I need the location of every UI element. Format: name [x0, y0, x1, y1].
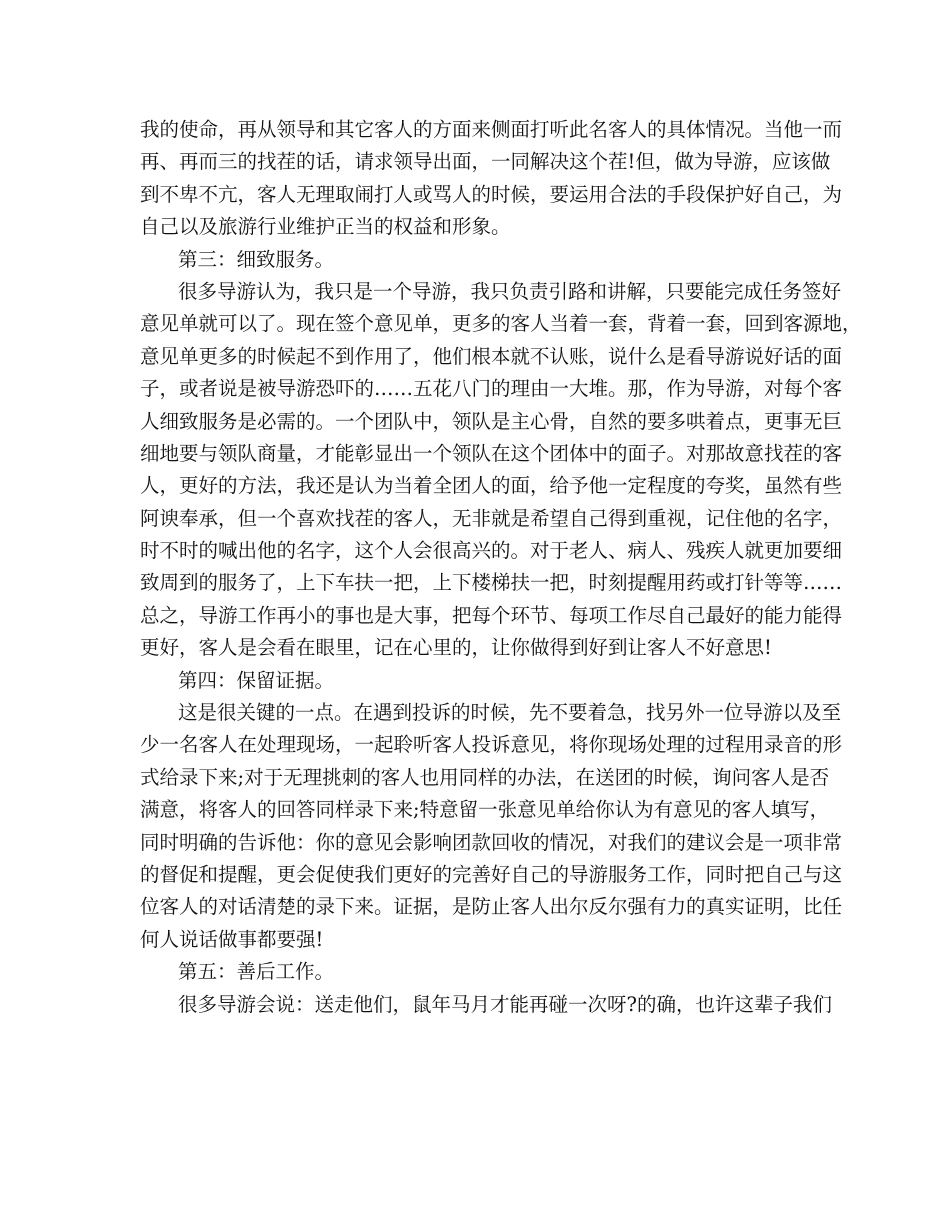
text-line: 时不时的喊出他的名字，这个人会很高兴的。对于老人、病人、残疾人就更加要细 — [140, 539, 843, 563]
document-body — [140, 114, 862, 1021]
text-line: 很多导游会说：送走他们，鼠年马月才能再碰一次呀?的确，也许这辈子我们 — [178, 992, 832, 1016]
text-line: 意见单更多的时候起不到作用了，他们根本就不认账，说什么是看导游说好话的面 — [140, 344, 843, 368]
text-line: 同时明确的告诉他：你的意见会影响团款回收的情况，对我们的建议会是一项非常 — [140, 830, 843, 854]
text-line: 人细致服务是必需的。一个团队中，领队是主心骨，自然的要多哄着点，更事无巨 — [140, 409, 843, 433]
text-line: 总之，导游工作再小的事也是大事，把每个环节、每项工作尽自己最好的能力能得 — [140, 603, 843, 627]
text-line: 意见单就可以了。现在签个意见单，更多的客人当着一套，背着一套，回到客源地， — [140, 312, 862, 336]
text-line: 阿谀奉承，但一个喜欢找茬的客人，无非就是希望自己得到重视，记住他的名字， — [140, 506, 843, 530]
text-line: 到不卑不亢，客人无理取闹打人或骂人的时候，要运用合法的手段保护好自己，为 — [140, 182, 843, 206]
text-line: 这是很关键的一点。在遇到投诉的时候，先不要着急，找另外一位导游以及至 — [178, 701, 842, 725]
text-line: 第四：保留证据。 — [178, 668, 335, 692]
text-line: 人，更好的方法，我还是认为当着全团人的面，给予他一定程度的夸奖，虽然有些 — [140, 474, 843, 498]
text-line: 满意，将客人的回答同样录下来;特意留一张意见单给你认为有意见的客人填写， — [140, 798, 830, 822]
text-line: 何人说话做事都要强! — [140, 927, 324, 951]
text-line: 我的使命，再从领导和其它客人的方面来侧面打听此名客人的具体情况。当他一而 — [140, 118, 843, 141]
text-line: 再、再而三的找茬的话，请求领导出面，一同解决这个茬!但，做为导游，应该做 — [140, 150, 831, 174]
text-line: 的督促和提醒，更会促使我们更好的完善好自己的导游服务工作，同时把自己与这 — [140, 862, 843, 886]
text-line: 更好，客人是会看在眼里，记在心里的，让你做得到好到让客人不好意思! — [140, 636, 772, 660]
text-line: 细地要与领队商量，才能彰显出一个领队在这个团体中的面子。对那故意找茬的客 — [140, 441, 843, 465]
text-line: 致周到的服务了，上下车扶一把，上下楼梯扶一把，时刻提醒用药或打针等等…… — [140, 571, 843, 595]
text-line: 很多导游认为，我只是一个导游，我只负责引路和讲解，只要能完成任务签好 — [178, 279, 842, 303]
text-line: 少一名客人在处理现场，一起聆听客人投诉意见，将你现场处理的过程用录音的形 — [140, 733, 843, 757]
text-line: 自己以及旅游行业维护正当的权益和形象。 — [140, 215, 511, 239]
text-line: 式给录下来;对于无理挑刺的客人也用同样的办法，在送团的时候，询问客人是否 — [140, 765, 830, 789]
text-line: 子，或者说是被导游恐吓的……五花八门的理由一大堆。那，作为导游，对每个客 — [140, 377, 843, 401]
text-line: 位客人的对话清楚的录下来。证据，是防止客人出尔反尔强有力的真实证明，比任 — [140, 895, 843, 919]
text-line: 第五：善后工作。 — [178, 960, 335, 984]
text-line: 第三：细致服务。 — [178, 247, 335, 271]
